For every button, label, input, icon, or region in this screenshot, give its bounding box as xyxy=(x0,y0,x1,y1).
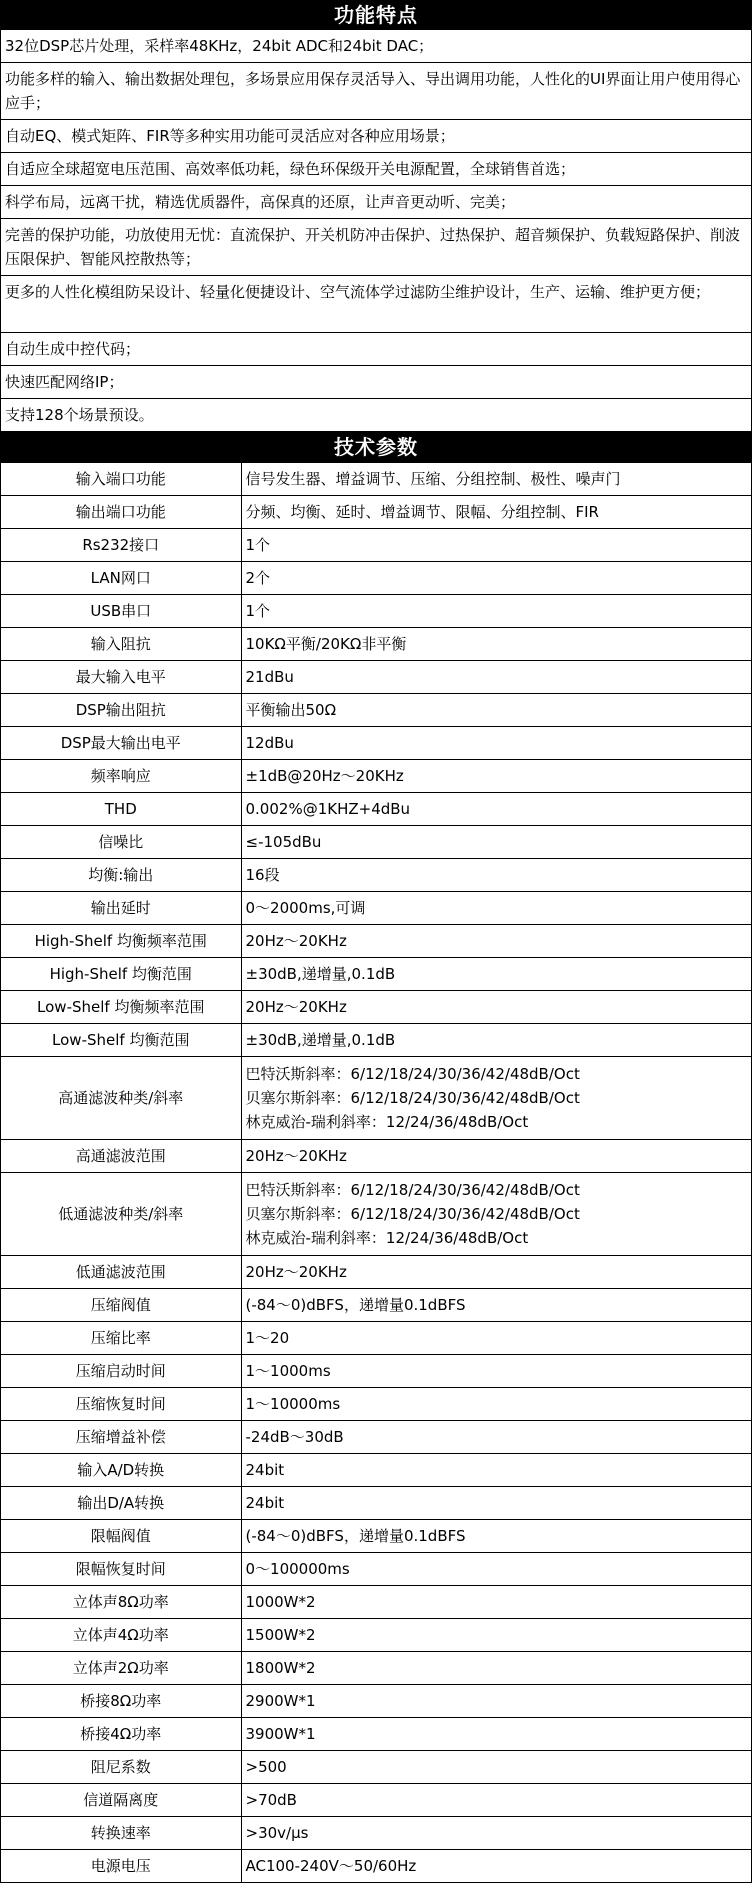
spec-value xyxy=(241,1685,751,1718)
spec-value xyxy=(241,628,751,661)
spec-row xyxy=(1,1289,751,1322)
spec-value-line: 1000W*2 xyxy=(245,1593,316,1611)
spec-row xyxy=(1,1388,751,1421)
spec-label: 立体声8Ω功率 xyxy=(1,1586,241,1619)
spec-value-line: 1～10000ms xyxy=(245,1395,341,1413)
spec-value xyxy=(241,1784,751,1817)
spec-value-line: 信号发生器、增益调节、压缩、分组控制、极性、噪声门 xyxy=(245,470,621,488)
spec-label: 输入端口功能 xyxy=(1,463,241,496)
spec-row xyxy=(1,1553,751,1586)
spec-value-line: 分频、均衡、延时、增益调节、限幅、分组控制、FIR xyxy=(245,503,599,521)
spec-value-line: 20Hz～20KHz xyxy=(245,932,347,950)
spec-row xyxy=(1,1784,751,1817)
spec-row xyxy=(1,1173,751,1256)
spec-label: 压缩阀值 xyxy=(1,1289,241,1322)
spec-value xyxy=(241,694,751,727)
spec-value-line: ≤-105dBu xyxy=(245,833,322,851)
spec-row xyxy=(1,463,751,496)
spec-label: Low-Shelf 均衡频率范围 xyxy=(1,991,241,1024)
spec-value xyxy=(241,1487,751,1520)
spec-label: 信道隔离度 xyxy=(1,1784,241,1817)
spec-value-line: 林克威治-瑞利斜率：12/24/36/48dB/Oct xyxy=(245,1229,529,1247)
spec-row xyxy=(1,958,751,991)
spec-row xyxy=(1,727,751,760)
spec-row xyxy=(1,1619,751,1652)
spec-row xyxy=(1,1487,751,1520)
spec-label: THD xyxy=(1,793,241,826)
spec-row xyxy=(1,628,751,661)
spec-label: 压缩增益补偿 xyxy=(1,1421,241,1454)
spec-value xyxy=(241,1173,751,1256)
spec-label: USB串口 xyxy=(1,595,241,628)
spec-row xyxy=(1,496,751,529)
spec-value-line: 20Hz～20KHz xyxy=(245,1263,347,1281)
spec-value xyxy=(241,1256,751,1289)
spec-row xyxy=(1,529,751,562)
spec-label: High-Shelf 均衡频率范围 xyxy=(1,925,241,958)
spec-row xyxy=(1,892,751,925)
spec-row xyxy=(1,1057,751,1140)
spec-label: 桥接8Ω功率 xyxy=(1,1685,241,1718)
spec-value-line: >500 xyxy=(245,1758,287,1776)
feature-item: 32位DSP芯片处理，采样率48KHz，24bit ADC和24bit DAC； xyxy=(1,30,751,63)
specs-header: 技术参数 xyxy=(1,432,751,462)
spec-value-line: 1～1000ms xyxy=(245,1362,331,1380)
spec-value xyxy=(241,859,751,892)
spec-value-line: 10KΩ平衡/20KΩ非平衡 xyxy=(245,635,407,653)
spec-label: 阻尼系数 xyxy=(1,1751,241,1784)
spec-value xyxy=(241,1355,751,1388)
features-list xyxy=(1,30,751,432)
spec-value-line: 12dBu xyxy=(245,734,294,752)
spec-label: High-Shelf 均衡范围 xyxy=(1,958,241,991)
spec-label: 限幅阀值 xyxy=(1,1520,241,1553)
spec-value xyxy=(241,925,751,958)
spec-value-line: 0～100000ms xyxy=(245,1560,350,1578)
spec-label: 低通滤波种类/斜率 xyxy=(1,1173,241,1256)
feature-item: 科学布局，远离干扰，精选优质器件，高保真的还原，让声音更动听、完美； xyxy=(1,186,751,219)
spec-value xyxy=(241,496,751,529)
spec-row xyxy=(1,793,751,826)
spec-label: 最大输入电平 xyxy=(1,661,241,694)
spec-row xyxy=(1,595,751,628)
spec-value-line: (-84～0)dBFS，递增量0.1dBFS xyxy=(245,1296,466,1314)
spec-label: 高通滤波种类/斜率 xyxy=(1,1057,241,1140)
spec-value-line: ±30dB,递增量,0.1dB xyxy=(245,1031,396,1049)
feature-item: 自动EQ、模式矩阵、FIR等多种实用功能可灵活应对各种应用场景； xyxy=(1,120,751,153)
spec-row xyxy=(1,1024,751,1057)
spec-label: DSP输出阻抗 xyxy=(1,694,241,727)
spec-label: 输出端口功能 xyxy=(1,496,241,529)
spec-value xyxy=(241,1652,751,1685)
spec-value xyxy=(241,727,751,760)
spec-value-line: 1个 xyxy=(245,536,271,554)
spec-value xyxy=(241,1751,751,1784)
spec-value xyxy=(241,1322,751,1355)
spec-row xyxy=(1,826,751,859)
spec-label: 输入阻抗 xyxy=(1,628,241,661)
spec-value-line: 24bit xyxy=(245,1494,285,1512)
spec-value xyxy=(241,760,751,793)
spec-value-line: 24bit xyxy=(245,1461,285,1479)
spec-label: 立体声2Ω功率 xyxy=(1,1652,241,1685)
spec-label: 限幅恢复时间 xyxy=(1,1553,241,1586)
spec-row xyxy=(1,1718,751,1751)
feature-item: 支持128个场景预设。 xyxy=(1,399,751,432)
spec-value-line: 平衡输出50Ω xyxy=(245,701,337,719)
spec-row xyxy=(1,925,751,958)
spec-value xyxy=(241,793,751,826)
spec-value xyxy=(241,991,751,1024)
spec-label: Rs232接口 xyxy=(1,529,241,562)
spec-value-line: 1500W*2 xyxy=(245,1626,316,1644)
spec-value-line: ±1dB@20Hz～20KHz xyxy=(245,767,404,785)
spec-value-line: 贝塞尔斯斜率：6/12/18/24/30/36/42/48dB/Oct xyxy=(245,1089,580,1107)
spec-value-line: 0.002%@1KHZ+4dBu xyxy=(245,800,411,818)
spec-value xyxy=(241,1454,751,1487)
spec-value xyxy=(241,1388,751,1421)
spec-value-line: 20Hz～20KHz xyxy=(245,1147,347,1165)
spec-label: 压缩恢复时间 xyxy=(1,1388,241,1421)
spec-row xyxy=(1,694,751,727)
spec-value-line: 21dBu xyxy=(245,668,294,686)
spec-label: Low-Shelf 均衡范围 xyxy=(1,1024,241,1057)
spec-value-line: -24dB～30dB xyxy=(245,1428,344,1446)
spec-row xyxy=(1,1751,751,1784)
spec-label: 输出D/A转换 xyxy=(1,1487,241,1520)
features-header: 功能特点 xyxy=(1,0,751,30)
spec-value xyxy=(241,892,751,925)
spec-value-line: 0～2000ms,可调 xyxy=(245,899,366,917)
spec-row xyxy=(1,562,751,595)
spec-row xyxy=(1,991,751,1024)
spec-row xyxy=(1,1652,751,1685)
spec-row xyxy=(1,1322,751,1355)
spec-value xyxy=(241,1057,751,1140)
spec-value-line: 1个 xyxy=(245,602,271,620)
spec-value xyxy=(241,1817,751,1850)
spec-label: 压缩比率 xyxy=(1,1322,241,1355)
spec-value-line: 16段 xyxy=(245,866,280,884)
spec-value xyxy=(241,463,751,496)
spec-row xyxy=(1,1586,751,1619)
spec-value-line: 3900W*1 xyxy=(245,1725,316,1743)
spec-value-line: AC100-240V～50/60Hz xyxy=(245,1857,417,1875)
spec-label: 立体声4Ω功率 xyxy=(1,1619,241,1652)
spec-value-line: 林克威治-瑞利斜率：12/24/36/48dB/Oct xyxy=(245,1113,529,1131)
spec-row xyxy=(1,1355,751,1388)
spec-value xyxy=(241,595,751,628)
spec-value-line: (-84～0)dBFS，递增量0.1dBFS xyxy=(245,1527,466,1545)
feature-item: 自动生成中控代码； xyxy=(1,333,751,366)
spec-value-line: 1～20 xyxy=(245,1329,290,1347)
spec-row xyxy=(1,859,751,892)
spec-value-line: 20Hz～20KHz xyxy=(245,998,347,1016)
spec-label: 输入A/D转换 xyxy=(1,1454,241,1487)
spec-row xyxy=(1,760,751,793)
spec-row xyxy=(1,1685,751,1718)
feature-item: 完善的保护功能，功放使用无忧：直流保护、开关机防冲击保护、过热保护、超音频保护、负载短路保护、削波压限保护、智能风控散热等； xyxy=(1,219,751,276)
spec-label: 转换速率 xyxy=(1,1817,241,1850)
spec-value xyxy=(241,1586,751,1619)
spec-value xyxy=(241,1289,751,1322)
spec-row xyxy=(1,1850,751,1883)
spec-label: 频率响应 xyxy=(1,760,241,793)
feature-item: 更多的人性化模组防呆设计、轻量化便捷设计、空气流体学过滤防尘维护设计，生产、运输、维护更方便； xyxy=(1,276,751,333)
feature-item: 快速匹配网络IP； xyxy=(1,366,751,399)
spec-label: 压缩启动时间 xyxy=(1,1355,241,1388)
spec-label: 低通滤波范围 xyxy=(1,1256,241,1289)
spec-value-line: 2个 xyxy=(245,569,271,587)
spec-value xyxy=(241,1619,751,1652)
spec-row xyxy=(1,1256,751,1289)
spec-row xyxy=(1,1421,751,1454)
spec-value xyxy=(241,1024,751,1057)
spec-value xyxy=(241,562,751,595)
spec-value-line: >30v/μs xyxy=(245,1824,309,1842)
spec-value-line: 贝塞尔斯斜率：6/12/18/24/30/36/42/48dB/Oct xyxy=(245,1205,580,1223)
spec-label: 输出延时 xyxy=(1,892,241,925)
spec-label: 电源电压 xyxy=(1,1850,241,1883)
spec-row xyxy=(1,1140,751,1173)
spec-row xyxy=(1,1454,751,1487)
spec-value xyxy=(241,1718,751,1751)
spec-value xyxy=(241,1421,751,1454)
spec-value xyxy=(241,1850,751,1883)
spec-value-line: 巴特沃斯斜率：6/12/18/24/30/36/42/48dB/Oct xyxy=(245,1065,580,1083)
spec-value-line: 1800W*2 xyxy=(245,1659,316,1677)
spec-label: 桥接4Ω功率 xyxy=(1,1718,241,1751)
feature-item: 自适应全球超宽电压范围、高效率低功耗，绿色环保级开关电源配置，全球销售首选； xyxy=(1,153,751,186)
spec-value-line: 巴特沃斯斜率：6/12/18/24/30/36/42/48dB/Oct xyxy=(245,1181,580,1199)
spec-row xyxy=(1,1520,751,1553)
spec-value xyxy=(241,958,751,991)
spec-label: LAN网口 xyxy=(1,562,241,595)
feature-item: 功能多样的输入、输出数据处理包，多场景应用保存灵活导入、导出调用功能，人性化的UI界面让用户使用得心应手； xyxy=(1,63,751,120)
spec-value xyxy=(241,1140,751,1173)
spec-row xyxy=(1,1817,751,1850)
spec-value-line: ±30dB,递增量,0.1dB xyxy=(245,965,396,983)
spec-value xyxy=(241,529,751,562)
spec-value xyxy=(241,661,751,694)
spec-label: DSP最大输出电平 xyxy=(1,727,241,760)
specs-table xyxy=(1,462,751,1883)
spec-value-line: 2900W*1 xyxy=(245,1692,316,1710)
spec-value xyxy=(241,826,751,859)
spec-value-line: >70dB xyxy=(245,1791,297,1809)
spec-value xyxy=(241,1520,751,1553)
spec-label: 高通滤波范围 xyxy=(1,1140,241,1173)
spec-label: 信噪比 xyxy=(1,826,241,859)
spec-label: 均衡:输出 xyxy=(1,859,241,892)
spec-row xyxy=(1,661,751,694)
spec-value xyxy=(241,1553,751,1586)
